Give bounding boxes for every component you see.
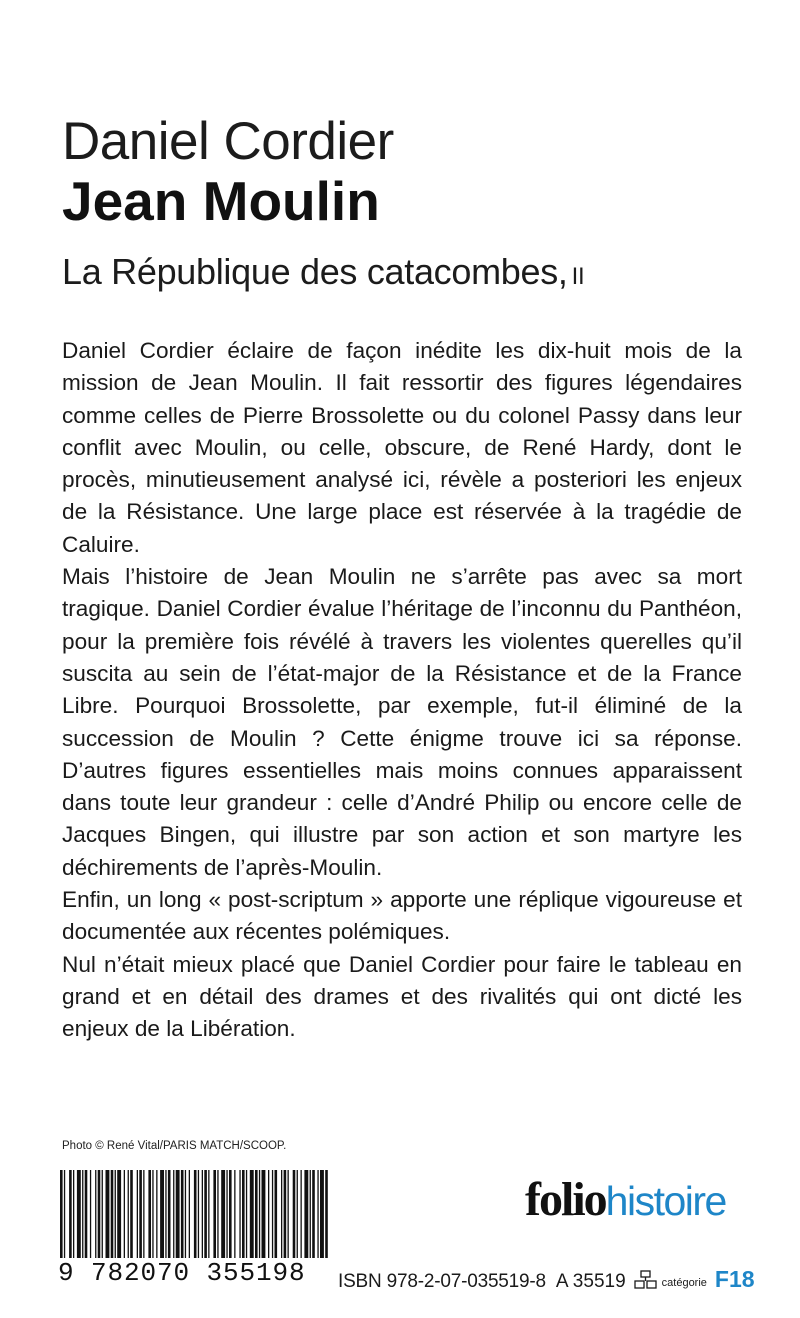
isbn-line [338, 1266, 755, 1295]
photo-credit: Photo © René Vital/PARIS MATCH/SCOOP. [62, 1140, 287, 1152]
isbn: ISBN 978-2-07-035519-8 [338, 1271, 546, 1292]
blurb-paragraph: Enfin, un long « post-scriptum » apporte une réplique vigoureuse et documentée aux récentes polémiques. [62, 887, 742, 945]
barcode-digits: 9 782070 355198 [58, 1258, 306, 1288]
barcode-bars [58, 1170, 330, 1258]
blurb [62, 335, 742, 1046]
logo-collection: histoire [605, 1178, 726, 1224]
blurb-paragraph: Mais l’histoire de Jean Moulin ne s’arrête pas avec sa mort tragique. Daniel Cordier évalue l’héritage de l’inconnu du Panthéon, pour la première fois révélé à travers les violentes querelles qu’il suscita au sein de l’état-major de la Résistance et de la France Libre. Pourquoi Brossolette, par exemple, fut-il éliminé de la succession de Moulin ? Cette énigme trouve ici sa réponse. D’autres figures essentielles mais moins connues apparaissent dans toute leur grandeur : celle d’André Philip ou encore celle de Jacques Bingen, qui illustre par son action et son martyre les déchirements de l’après-Moulin. [62, 564, 742, 880]
product-code: A 35519 [555, 1271, 626, 1292]
blurb-paragraph: Nul n’était mieux placé que Daniel Cordier pour faire le tableau en grand et en détail des drames et des rivalités qui ont dicté les enjeux de la Libération. [62, 951, 742, 1042]
subtitle-text: La République des catacombes, [62, 251, 568, 292]
blurb-paragraph: Daniel Cordier éclaire de façon inédite les dix-huit mois de la mission de Jean Moulin. Il fait ressortir des figures légendaires comme celles de Pierre Brossolette ou du colonel Passy dans leur conflit avec Moulin, ou celle, obscure, de René Hardy, dont le procès, minutieusement analysé ici, révèle a posteriori les enjeux de la Résistance. Une large place est réservée à la tragédie de Caluire. [62, 338, 742, 557]
book-subtitle [62, 250, 584, 299]
books-icon [634, 1270, 658, 1295]
book-title: Jean Moulin [62, 170, 380, 232]
category-value: F18 [714, 1266, 755, 1292]
author-name: Daniel Cordier [62, 112, 394, 171]
category-label: catégorie [661, 1276, 707, 1289]
publisher-logo [525, 1172, 726, 1239]
logo-folio: folio [525, 1173, 606, 1226]
volume-number: II [571, 263, 585, 290]
